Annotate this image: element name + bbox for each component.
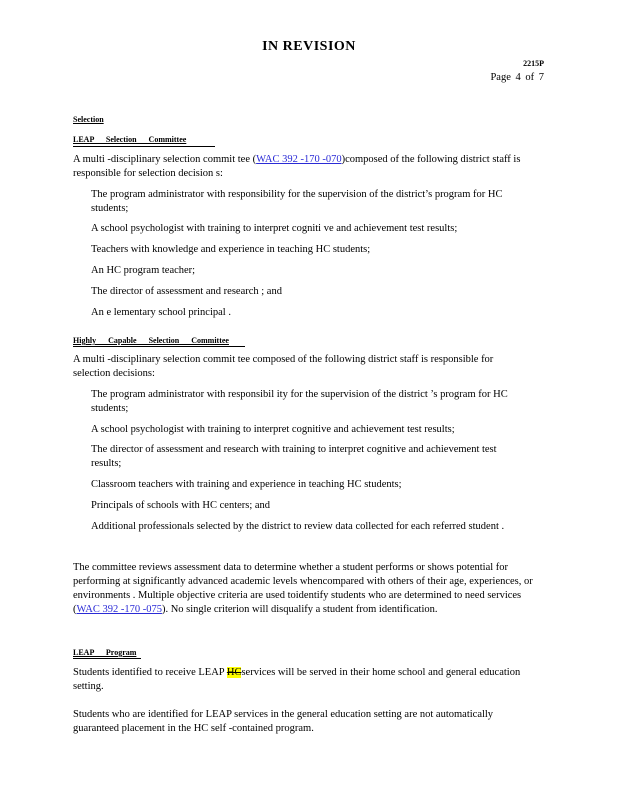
list-item-text: Classroom teachers with training and experience in teaching HC students; — [91, 479, 402, 490]
list-item-text: An e lementary school principal . — [91, 307, 231, 318]
wac-link[interactable]: WAC 392 -170 -070 — [256, 154, 342, 165]
wac-link[interactable]: WAC 392 -170 -075 — [76, 604, 162, 615]
section-rule — [73, 346, 245, 347]
leap-committee-heading: LEAP Selection Committee — [73, 135, 187, 144]
list-item-text: A school psychologist with training to interpret cogniti ve and achievement test results; — [91, 223, 458, 234]
review-text: ). No single criterion will disqualify a student from identification. — [161, 604, 438, 615]
list-item-text: An HC program teacher; — [91, 265, 196, 276]
intro-text: )composed of the following district staff is responsible for selection decision s: — [73, 154, 521, 179]
struck-text: HC — [226, 667, 242, 678]
list-item-text: Additional professionals selected by the district to review data collected for each referred student . — [91, 521, 505, 532]
hc-committee-heading: Highly Capable Selection Committee — [73, 336, 229, 345]
leap-program-heading: LEAP Program — [73, 648, 137, 657]
leap-program-paragraph-2: Students who are identified for LEAP services in the general education setting are not automatically guaranteed placement in the HC self -contained program. — [73, 709, 494, 734]
intro-text: A multi -disciplinary selection commit tee ( — [73, 154, 257, 165]
leap-committee-intro — [73, 153, 528, 181]
list-item-text: Teachers with knowledge and experience in teaching HC students; — [91, 244, 371, 255]
hc-committee-intro: A multi -disciplinary selection commit tee composed of the following district staff is responsible for selection decisions: — [73, 354, 494, 379]
section-rule — [73, 658, 141, 659]
hc-committee-review-paragraph — [73, 561, 540, 617]
list-item-text: A school psychologist with training to interpret cognitive and achievement test results; — [91, 424, 455, 435]
list-item-text: The director of assessment and research ; and — [91, 286, 282, 297]
page-title: IN REVISION — [262, 39, 356, 54]
leap-program-paragraph-1 — [73, 666, 540, 694]
selection-heading: Selection — [73, 115, 104, 124]
list-item-text: The program administrator with responsibility for the supervision of the district’s program for HC students; — [91, 189, 503, 214]
section-rule — [73, 146, 215, 147]
list-item-text: The director of assessment and research with training to interpret cognitive and achievement test results; — [91, 444, 497, 469]
list-item-text: The program administrator with responsibil ity for the supervision of the district ’s program for HC students; — [91, 389, 508, 414]
paragraph-text: services will be served in their home school and general education setting. — [73, 667, 521, 692]
review-text: The committee reviews assessment data to determine whether a student performs or shows potential for performing at significantly advanced academic levels whencompared with others of their age, experiences, or environments . Multiple objective criteria are used toidentify students who are determined to need services ( — [73, 562, 533, 615]
paragraph-text: Students identified to receive LEAP — [73, 667, 225, 678]
page-number: Page 4 of 7 — [490, 72, 544, 83]
list-item-text: Principals of schools with HC centers; and — [91, 500, 271, 511]
document-code: 2215P — [523, 59, 544, 68]
